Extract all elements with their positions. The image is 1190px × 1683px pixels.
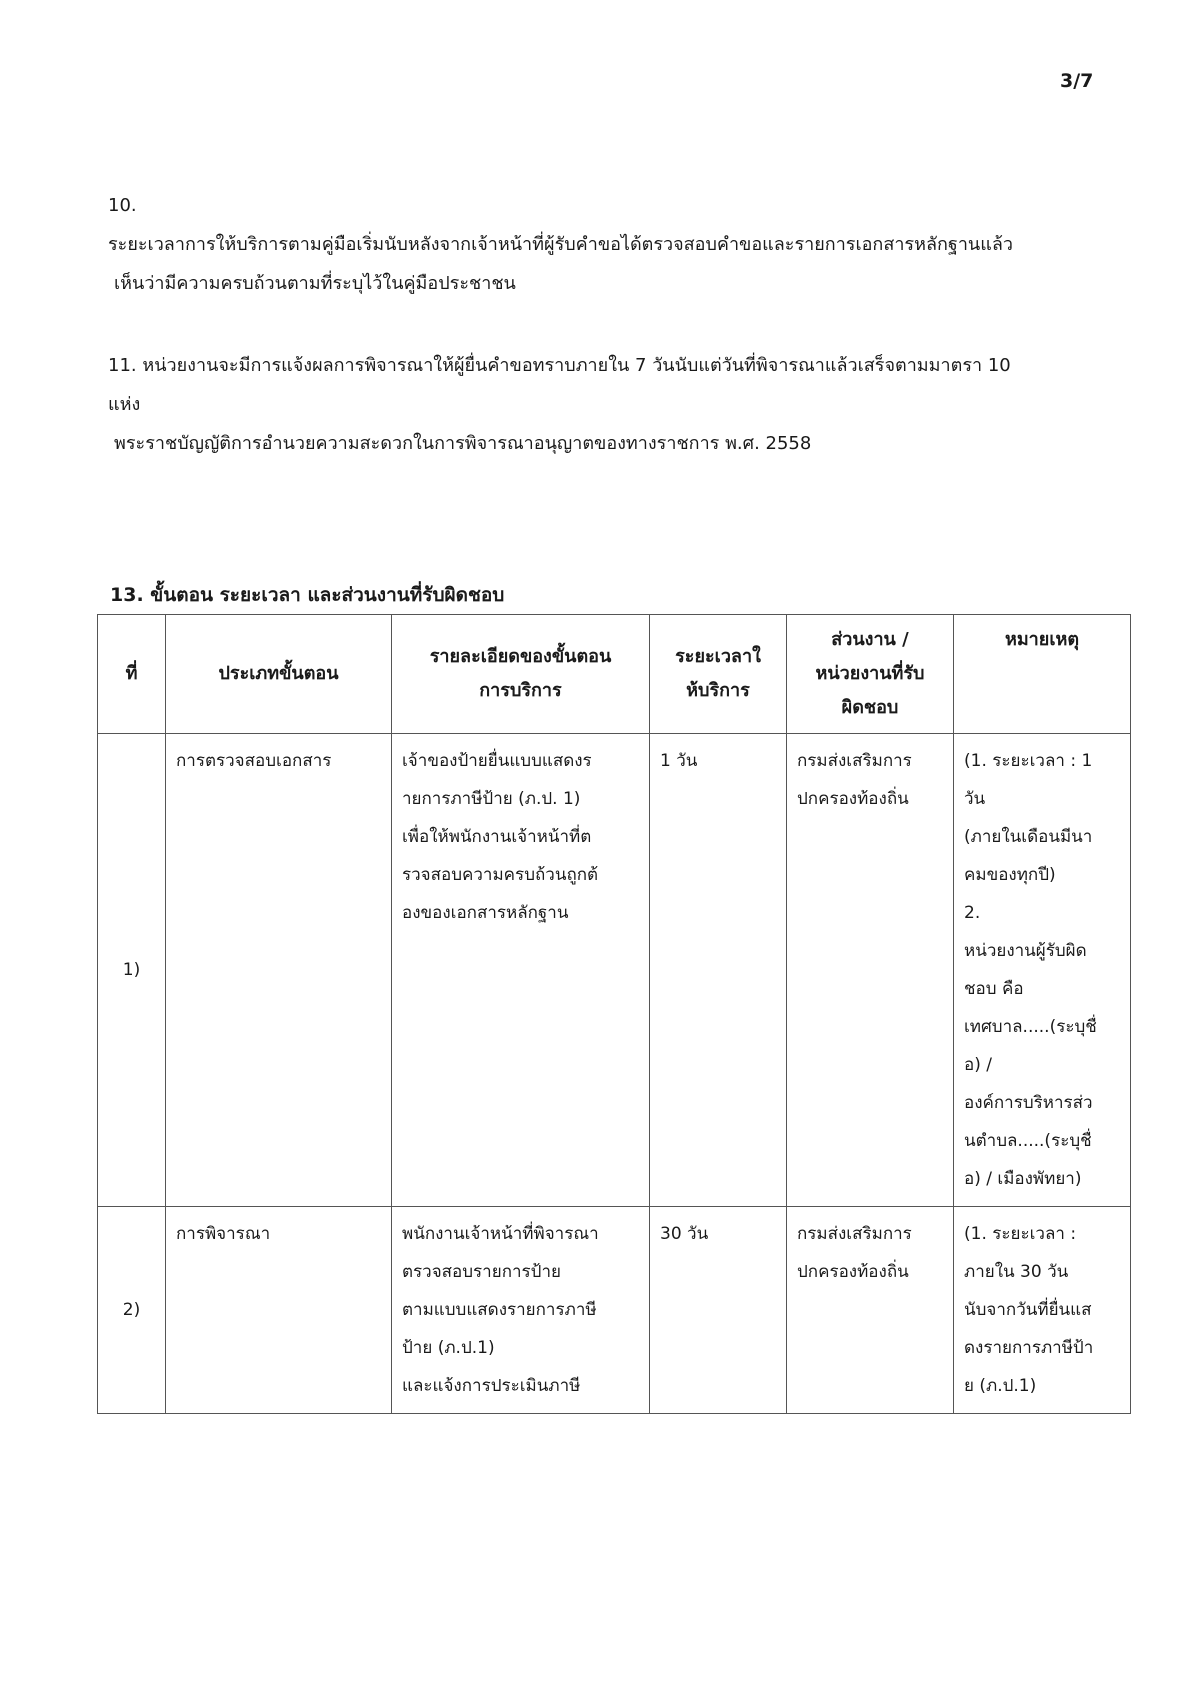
steps-table <box>97 614 1131 1414</box>
page-number: 3/7 <box>1060 70 1094 92</box>
row-2-agency: กรมส่งเสริมการ ปกครองท้องถิ่น <box>787 1207 954 1414</box>
item-11-line-3: พระราชบัญญัติการอำนวยความสะดวกในการพิจารณาอนุญาตของทางราชการ พ.ศ. 2558 <box>114 433 812 454</box>
item-10-line-1: ระยะเวลาการให้บริการตามคู่มือเริ่มนับหลังจากเจ้าหน้าที่ผู้รับคำขอได้ตรวจสอบคำขอและรายการเอกสารหลักฐานแล้ว <box>108 234 1013 255</box>
row-1-agency: กรมส่งเสริมการ ปกครองท้องถิ่น <box>787 734 954 1207</box>
row-2-detail: พนักงานเจ้าหน้าที่พิจารณา ตรวจสอบรายการป้าย ตามแบบแสดงรายการภาษี ป้าย (ภ.ป.1) และแจ้งการประเมินภาษี <box>392 1207 650 1414</box>
header-duration: ระยะเวลาใ ห้บริการ <box>650 615 787 734</box>
row-2-no: 2) <box>98 1207 166 1414</box>
row-1-no: 1) <box>98 734 166 1207</box>
row-2-duration: 30 วัน <box>650 1207 787 1414</box>
header-note: หมายเหตุ <box>954 615 1131 734</box>
header-agency: ส่วนงาน / หน่วยงานที่รับ ผิดชอบ <box>787 615 954 734</box>
row-1-detail: เจ้าของป้ายยื่นแบบแสดงร ายการภาษีป้าย (ภ.ป. 1) เพื่อให้พนักงานเจ้าหน้าที่ต รวจสอบความครบถ้วนถูกต้ องของเอกสารหลักฐาน <box>392 734 650 1207</box>
table-row <box>98 734 1131 1207</box>
table-row <box>98 1207 1131 1414</box>
row-2-note: (1. ระยะเวลา : ภายใน 30 วัน นับจากวันที่ยื่นแส ดงรายการภาษีป้า ย (ภ.ป.1) <box>954 1207 1131 1414</box>
header-no: ที่ <box>98 615 166 734</box>
item-11-line-2: แห่ง <box>108 394 141 415</box>
header-detail: รายละเอียดของขั้นตอน การบริการ <box>392 615 650 734</box>
item-10 <box>108 186 1138 303</box>
row-1-type: การตรวจสอบเอกสาร <box>166 734 392 1207</box>
item-10-number: 10. <box>108 195 137 216</box>
item-11 <box>108 346 1138 463</box>
row-1-duration: 1 วัน <box>650 734 787 1207</box>
header-type: ประเภทขั้นตอน <box>166 615 392 734</box>
section-13-title: 13. ขั้นตอน ระยะเวลา และส่วนงานที่รับผิดชอบ <box>110 584 505 606</box>
item-11-line-1: 11. หน่วยงานจะมีการแจ้งผลการพิจารณาให้ผู้ยื่นคำขอทราบภายใน 7 วันนับแต่วันที่พิจารณาแล้วเสร็จตามมาตรา 10 <box>108 355 1011 376</box>
row-1-note: (1. ระยะเวลา : 1 วัน (ภายในเดือนมีนา คมของทุกปี) 2. หน่วยงานผู้รับผิด ชอบ คือ เทศบาล.....(ระบุชื่ อ) / องค์การบริหารส่ว นตำบล.....(ระบุชื่ อ) / เมืองพัทยา) <box>954 734 1131 1207</box>
item-10-line-2: เห็นว่ามีความครบถ้วนตามที่ระบุไว้ในคู่มือประชาชน <box>114 273 516 294</box>
row-2-type: การพิจารณา <box>166 1207 392 1414</box>
table-header-row <box>98 615 1131 734</box>
